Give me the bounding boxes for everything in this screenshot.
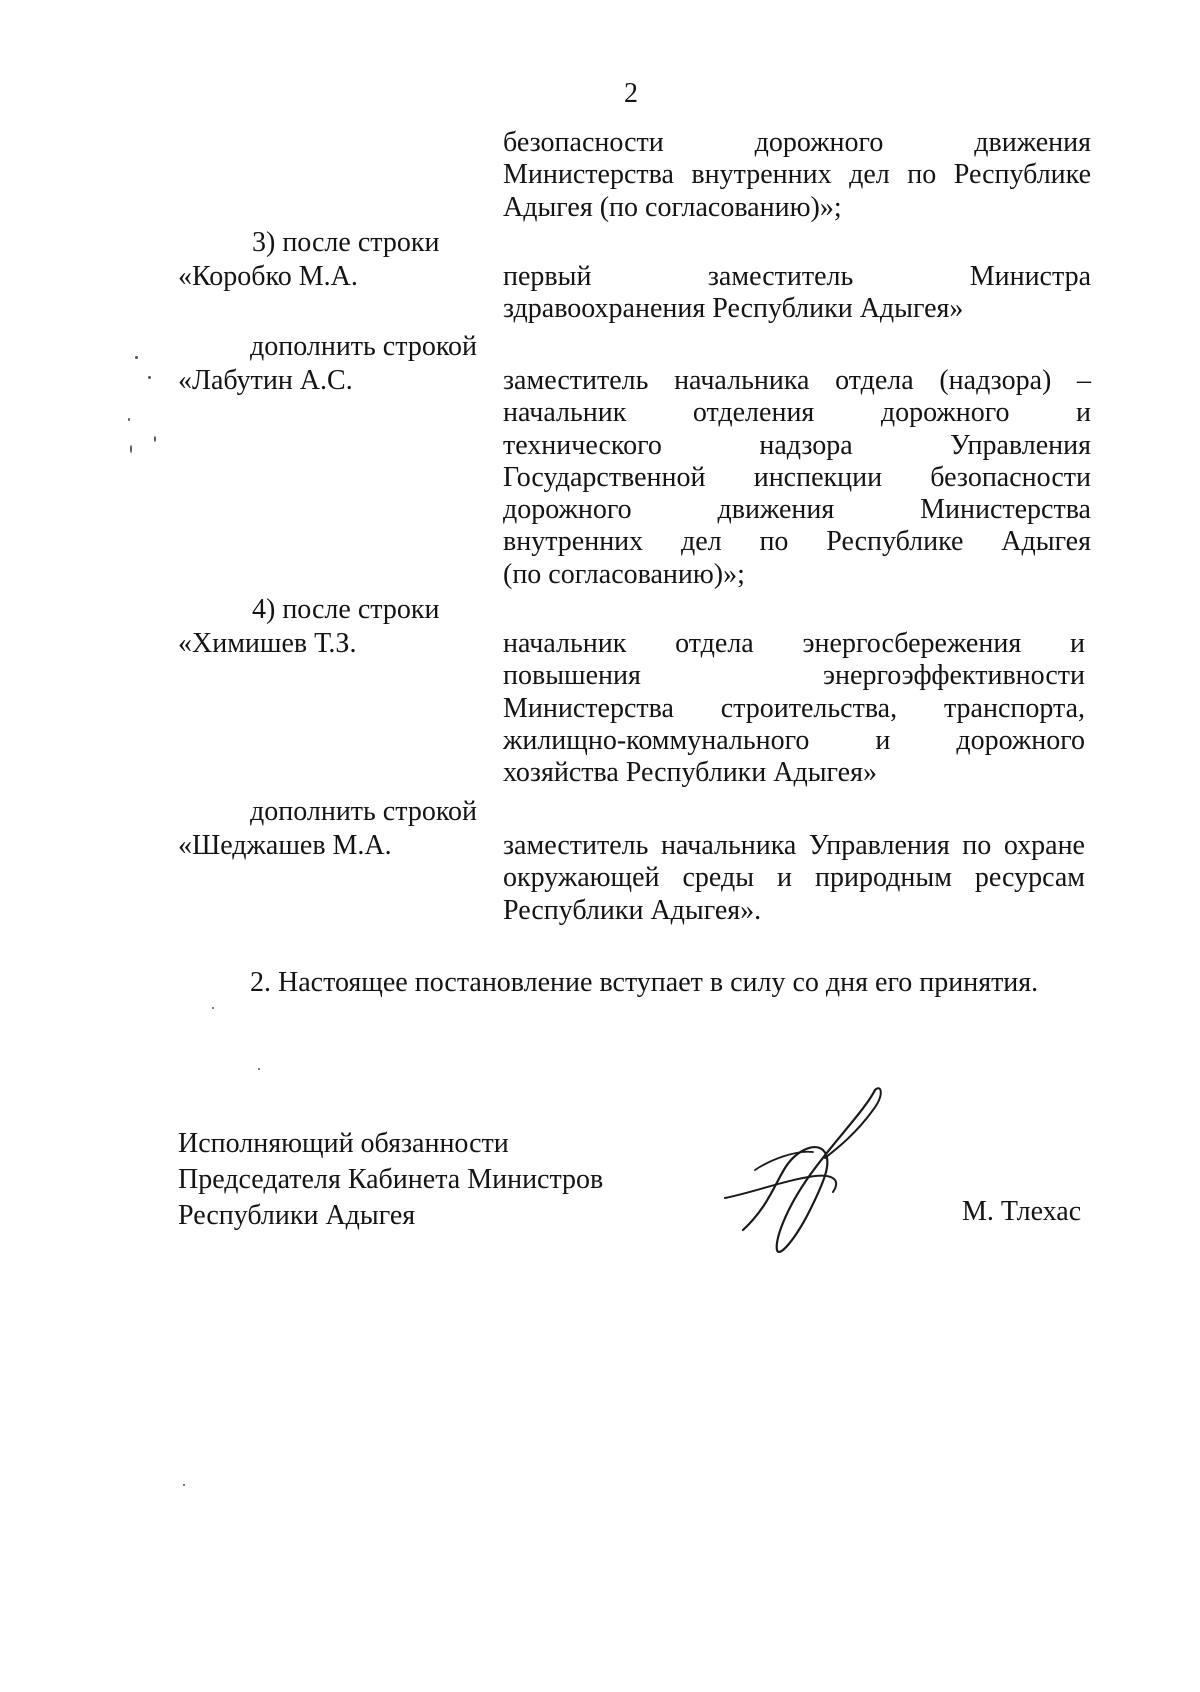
scan-speck — [183, 1484, 185, 1486]
text-line: начальник отдела энергосбережения и — [503, 628, 1085, 659]
item3-position — [503, 261, 1091, 326]
item3-intro: 3) после строки — [252, 227, 440, 258]
text-line: здравоохранения Республики Адыгея» — [503, 293, 964, 325]
text-line: окружающей среды и природным ресурсам — [503, 862, 1085, 894]
text-line: Государственной инспекции безопасности — [503, 461, 1091, 493]
text-line: заместитель начальника отдела (надзора) – — [503, 365, 1091, 396]
scan-speck — [135, 356, 138, 359]
scan-speck — [258, 1068, 260, 1070]
text-line: хозяйства Республики Адыгея» — [503, 757, 877, 789]
text-line: технического надзора Управления — [503, 429, 1091, 461]
scan-speck — [128, 418, 130, 421]
continued-position-text — [503, 127, 1091, 224]
signatory-title — [178, 1126, 603, 1234]
text-line: Республики Адыгея». — [503, 894, 762, 926]
text-line: жилищно-коммунального и дорожного — [503, 724, 1085, 756]
text-line: дорожного движения Министерства — [503, 494, 1091, 526]
item3-add-line: дополнить строкой — [250, 331, 477, 362]
scan-speck — [212, 1007, 214, 1009]
text-line: Министерства строительства, транспорта, — [503, 692, 1085, 724]
text-line: Министерства внутренних дел по Республике — [503, 159, 1091, 191]
item4-new-name: «Шеджашев М.А. — [178, 830, 392, 861]
text-line: (по согласованию)»; — [503, 558, 745, 590]
item3-name: «Коробко М.А. — [178, 261, 358, 292]
page-number: 2 — [624, 78, 638, 109]
signatory-title-line: Председателя Кабинета Министров — [178, 1164, 604, 1195]
scan-speck — [148, 376, 151, 379]
signatory-name: М. Тлехас — [962, 1196, 1082, 1227]
item4-intro: 4) после строки — [252, 594, 440, 625]
text-line: заместитель начальника Управления по охране — [503, 830, 1085, 861]
item4-new-position — [503, 830, 1085, 927]
text-line: внутренних дел по Республике Адыгея — [503, 526, 1091, 558]
text-line: первый заместитель Министра — [503, 261, 1091, 292]
scan-speck — [154, 436, 156, 442]
text-line: безопасности дорожного движения — [503, 127, 1091, 158]
text-line: повышения энергоэффективности — [503, 660, 1085, 692]
signatory-title-line: Республики Адыгея — [178, 1200, 416, 1231]
item4-position — [503, 628, 1085, 789]
signatory-title-line: Исполняющий обязанности — [178, 1128, 509, 1159]
scan-speck — [130, 445, 132, 453]
item3-new-name: «Лабутин А.С. — [178, 365, 353, 396]
item3-new-position — [503, 365, 1091, 591]
text-line: Адыгея (по согласованию)»; — [503, 191, 842, 223]
item4-name: «Химишев Т.З. — [178, 628, 357, 659]
clause-2: 2. Настоящее постановление вступает в силу со дня его принятия. — [250, 967, 1039, 998]
item4-add-line: дополнить строкой — [250, 796, 477, 827]
handwritten-signature — [715, 1080, 885, 1260]
text-line: начальник отделения дорожного и — [503, 397, 1091, 429]
